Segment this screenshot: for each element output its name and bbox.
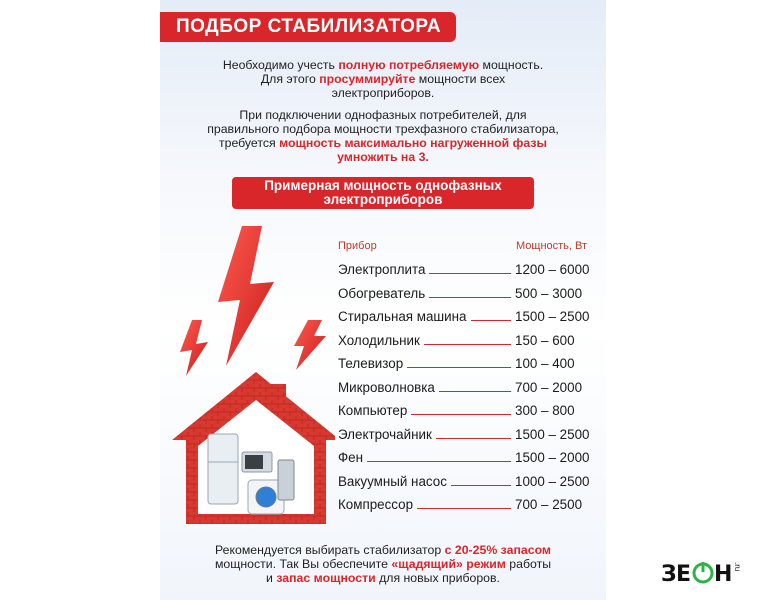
subtitle-banner bbox=[232, 177, 534, 209]
row-device: Компрессор bbox=[338, 497, 414, 513]
row-power: 150 – 600 bbox=[515, 332, 575, 348]
footer-highlight-3: запас мощности bbox=[276, 571, 376, 585]
row-leader-line bbox=[417, 508, 511, 509]
row-device: Холодильник bbox=[338, 332, 420, 348]
row-leader-line bbox=[451, 485, 511, 486]
intro1-text-4: мощности всех bbox=[415, 72, 506, 86]
table-header-device: Прибор bbox=[338, 240, 377, 252]
intro1-highlight-2: просуммируйте bbox=[319, 72, 416, 86]
row-device: Электроплита bbox=[338, 262, 426, 278]
svg-text:Н: Н bbox=[714, 562, 733, 586]
row-device: Стиральная машина bbox=[338, 309, 467, 325]
appliance-table bbox=[338, 258, 602, 517]
row-power: 1500 – 2500 bbox=[515, 309, 590, 325]
row-power: 500 – 3000 bbox=[515, 285, 583, 301]
intro2-highlight-2: умножить на 3 bbox=[337, 150, 426, 164]
poster bbox=[160, 0, 606, 600]
row-leader-line bbox=[436, 438, 511, 439]
intro1-text-1: Необходимо учесть bbox=[222, 58, 339, 72]
row-leader-line bbox=[367, 461, 511, 462]
table-header-power: Мощность, Вт bbox=[516, 240, 588, 252]
table-row bbox=[338, 446, 602, 470]
row-power: 300 – 800 bbox=[515, 403, 575, 419]
row-leader-line bbox=[429, 273, 511, 274]
table-row bbox=[338, 258, 602, 282]
subtitle-line-2: электроприборов bbox=[323, 192, 443, 207]
row-power: 700 – 2000 bbox=[515, 379, 583, 395]
row-power: 1500 – 2000 bbox=[515, 450, 590, 466]
intro1-text-2: мощность. bbox=[479, 58, 544, 72]
row-leader-line bbox=[411, 414, 511, 415]
lightning-bolt-icon-small-right bbox=[294, 320, 326, 370]
row-leader-line bbox=[424, 344, 511, 345]
intro2-text-3: требуется bbox=[218, 136, 280, 150]
page-title: ПОДБОР СТАБИЛИЗАТОРА bbox=[176, 16, 442, 37]
footer-text-5: для новых приборов. bbox=[375, 571, 500, 585]
table-row bbox=[338, 282, 602, 306]
intro-paragraph-2 bbox=[180, 108, 586, 164]
intro2-text-1: При подключении однофазных потребителей, для bbox=[239, 108, 527, 122]
intro2-highlight-1: мощность максимально нагруженной фазы bbox=[279, 136, 548, 150]
table-row bbox=[338, 470, 602, 494]
illustration bbox=[170, 224, 335, 524]
svg-text:З: З bbox=[661, 562, 677, 586]
title-banner bbox=[160, 12, 456, 42]
brand-domain: .ru bbox=[733, 562, 742, 572]
row-power: 1000 – 2500 bbox=[515, 473, 590, 489]
footer-text-3: работы bbox=[505, 557, 552, 571]
intro1-text-5: электроприборов. bbox=[331, 86, 435, 100]
intro1-highlight-1: полную потребляемую bbox=[338, 58, 480, 72]
row-device: Электрочайник bbox=[338, 426, 432, 442]
row-leader-line bbox=[407, 367, 511, 368]
intro-paragraph-1 bbox=[180, 58, 586, 100]
row-device: Обогреватель bbox=[338, 285, 426, 301]
table-row bbox=[338, 493, 602, 517]
table-row bbox=[338, 305, 602, 329]
row-leader-line bbox=[429, 297, 511, 298]
row-power: 100 – 400 bbox=[515, 356, 575, 372]
svg-text:Е: Е bbox=[676, 562, 692, 586]
recommendation-footer bbox=[174, 543, 592, 585]
row-device: Вакуумный насос bbox=[338, 473, 447, 489]
table-row bbox=[338, 329, 602, 353]
row-leader-line bbox=[471, 320, 512, 321]
intro1-text-3: Для этого bbox=[260, 72, 320, 86]
row-device: Телевизор bbox=[338, 356, 404, 372]
row-device: Фен bbox=[338, 450, 364, 466]
lightning-bolt-icon bbox=[218, 226, 274, 366]
footer-text-4: и bbox=[266, 571, 277, 585]
row-power: 700 – 2500 bbox=[515, 497, 583, 513]
row-device: Компьютер bbox=[338, 403, 408, 419]
zeon-logo-icon bbox=[661, 560, 741, 586]
row-device: Микроволновка bbox=[338, 379, 435, 395]
table-row bbox=[338, 423, 602, 447]
lightning-bolt-icon-small-left bbox=[180, 320, 208, 376]
footer-highlight-1: с 20-25% запасом bbox=[444, 543, 552, 557]
row-power: 1200 – 6000 bbox=[515, 262, 590, 278]
row-power: 1500 – 2500 bbox=[515, 426, 590, 442]
table-row bbox=[338, 376, 602, 400]
table-row bbox=[338, 352, 602, 376]
footer-text-2: мощности. Так Вы обеспечите bbox=[214, 557, 392, 571]
footer-text-1: Рекомендуется выбирать стабилизатор bbox=[214, 543, 445, 557]
intro2-text-4: . bbox=[425, 150, 429, 164]
intro2-text-2: правильного подбора мощности трехфазного стабилизатора, bbox=[207, 122, 559, 136]
table-row bbox=[338, 399, 602, 423]
row-leader-line bbox=[439, 391, 511, 392]
footer-highlight-2: «щадящий» режим bbox=[391, 557, 506, 571]
brand-logo[interactable] bbox=[661, 560, 741, 586]
subtitle-line-1: Примерная мощность однофазных bbox=[264, 178, 502, 193]
